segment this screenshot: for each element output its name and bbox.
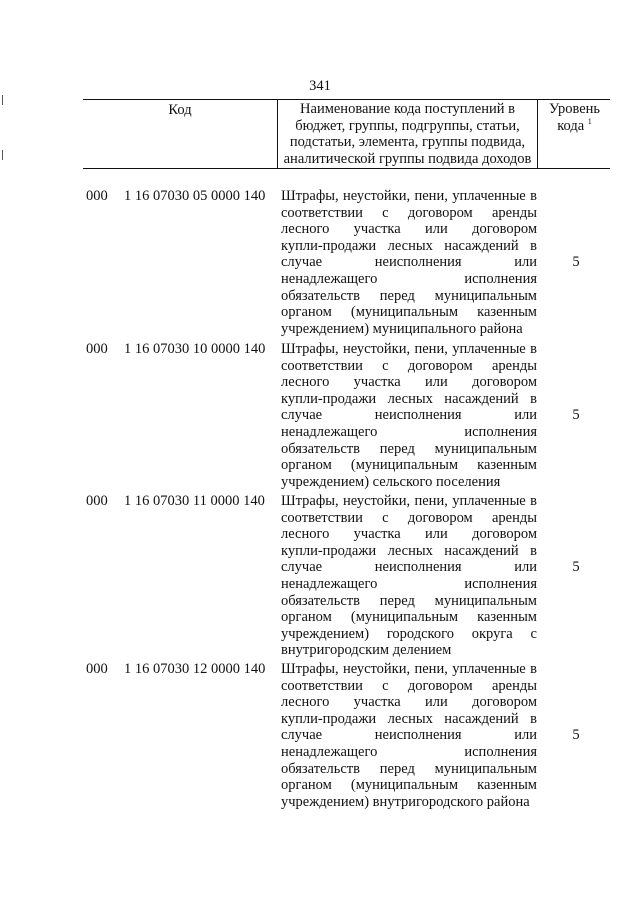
row-name-line: органом (муниципальным казенным — [281, 304, 537, 321]
row-name-line: ненадлежащего исполнения — [281, 270, 537, 287]
row-name-line: Штрафы, неустойки, пени, уплаченные в — [281, 493, 537, 509]
row-income-code: 1 16 07030 12 0000 140 — [124, 661, 266, 677]
row-name-line: внутригородским делением — [281, 642, 452, 659]
row-admin-code: 000 — [86, 188, 108, 204]
header-level-cell — [539, 100, 610, 168]
row-admin-code: 000 — [86, 493, 108, 509]
row-name-line: соответствии с договором аренды — [281, 677, 537, 694]
header-name-line: аналитической группы подвида доходов — [283, 150, 532, 167]
row-name-line: обязательств перед муниципальным — [281, 592, 537, 609]
row-name — [281, 341, 537, 490]
row-name-line: лесного участка или договором — [281, 526, 537, 543]
row-name-line: купли-продажи лесных насаждений в — [281, 390, 537, 407]
row-name — [281, 661, 537, 810]
row-level: 5 — [572, 407, 580, 424]
header-name-cell — [278, 100, 538, 168]
scan-edge-mark — [2, 150, 3, 160]
row-name-line: Штрафы, неустойки, пени, уплаченные в — [281, 188, 537, 204]
row-name-line: ненадлежащего исполнения — [281, 423, 537, 440]
row-name-line: случае неисполнения или — [281, 727, 537, 744]
row-level: 5 — [572, 254, 580, 271]
row-admin-code: 000 — [86, 341, 108, 357]
row-name-line: Штрафы, неустойки, пени, уплаченные в — [281, 661, 537, 677]
row-income-code: 1 16 07030 11 0000 140 — [124, 493, 265, 509]
row-name-line: органом (муниципальным казенным — [281, 457, 537, 474]
row-name-line: Штрафы, неустойки, пени, уплаченные в — [281, 341, 537, 357]
row-name-line: учреждением) сельского поселения — [281, 473, 501, 490]
row-name-line: учреждением) муниципального района — [281, 320, 523, 337]
scan-edge-mark — [2, 95, 3, 105]
row-name-line: органом (муниципальным казенным — [281, 777, 537, 794]
row-name-line: лесного участка или договором — [281, 694, 537, 711]
row-name-line: учреждением) внутригородского района — [281, 793, 530, 810]
row-income-code: 1 16 07030 05 0000 140 — [124, 188, 266, 204]
row-name-line: ненадлежащего исполнения — [281, 743, 537, 760]
row-name-line: случае неисполнения или — [281, 407, 537, 424]
row-level: 5 — [572, 727, 580, 744]
header-level-line: Уровень — [548, 101, 601, 117]
row-name — [281, 188, 537, 337]
row-name — [281, 493, 537, 659]
row-name-line: органом (муниципальным казенным — [281, 609, 537, 626]
header-code-cell — [83, 100, 278, 168]
header-level-word: кода — [557, 117, 585, 134]
row-name-line: соответствии с договором аренды — [281, 357, 537, 374]
row-level: 5 — [572, 559, 580, 576]
header-level-line — [539, 118, 610, 135]
row-name-line: обязательств перед муниципальным — [281, 440, 537, 457]
row-name-line: соответствии с договором аренды — [281, 204, 537, 221]
row-income-code: 1 16 07030 10 0000 140 — [124, 341, 266, 357]
row-name-line: лесного участка или договором — [281, 374, 537, 391]
row-name-line: случае неисполнения или — [281, 559, 537, 576]
row-name-line: обязательств перед муниципальным — [281, 760, 537, 777]
footnote-ref: 1 — [587, 116, 592, 126]
row-name-line: соответствии с договором аренды — [281, 509, 537, 526]
row-admin-code: 000 — [86, 661, 108, 677]
header-name-line: подстатьи, элемента, группы подвида, — [289, 134, 526, 150]
row-name-line: учреждением) городского округа с — [281, 625, 537, 642]
header-name-line: Наименование кода поступлений в — [300, 101, 515, 117]
row-name-line: случае неисполнения или — [281, 254, 537, 271]
row-name-line: купли-продажи лесных насаждений в — [281, 542, 537, 559]
row-name-line: обязательств перед муниципальным — [281, 287, 537, 304]
row-name-line: ненадлежащего исполнения — [281, 575, 537, 592]
header-name-line: бюджет, группы, подгруппы, статьи, — [295, 117, 520, 134]
row-name-line: купли-продажи лесных насаждений в — [281, 237, 537, 254]
page-number: 341 — [309, 78, 331, 94]
header-code-label: Код — [168, 102, 192, 118]
table-header — [83, 99, 610, 169]
row-name-line: купли-продажи лесных насаждений в — [281, 710, 537, 727]
row-name-line: лесного участка или договором — [281, 221, 537, 238]
